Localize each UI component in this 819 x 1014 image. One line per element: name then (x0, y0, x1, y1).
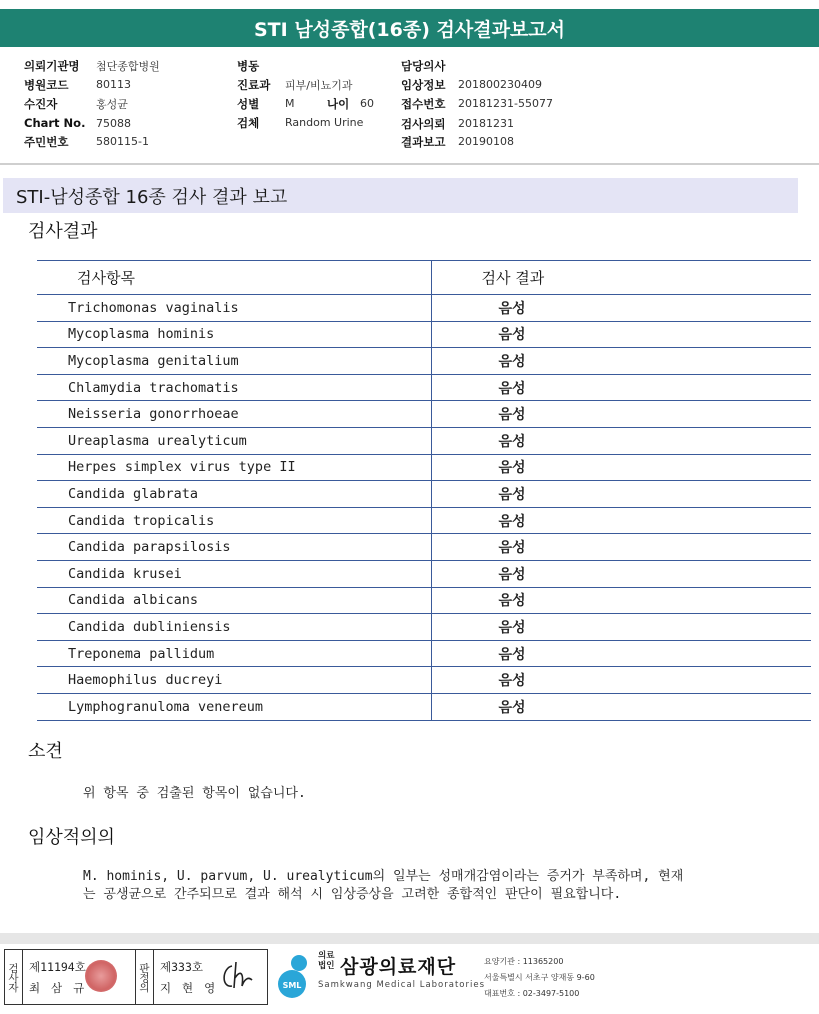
reviewer-license: 제333호 (160, 960, 203, 974)
examiner-cell (23, 950, 136, 1004)
info-value: 80113 (96, 78, 131, 91)
test-result: 음성 (431, 374, 811, 401)
reviewer-cell (154, 950, 264, 1004)
org-prefix-line2: 법인 (318, 961, 335, 971)
info-label: 나이 (327, 97, 350, 111)
info-label: 임상정보 (401, 78, 446, 92)
info-value: 20181231 (458, 117, 514, 130)
info-value: 첨단종합병원 (96, 60, 160, 73)
table-row (37, 507, 811, 534)
org-address: 서울특별시 서초구 양재동 9-60 (484, 973, 595, 982)
clinical-heading: 임상적의의 (28, 827, 115, 848)
info-value: 피부/비뇨기과 (285, 79, 353, 92)
test-result: 음성 (431, 401, 811, 428)
info-value: 75088 (96, 117, 131, 130)
org-prefix-line1: 의료 (318, 951, 335, 961)
findings-heading: 소견 (28, 741, 63, 762)
signature-box (4, 949, 268, 1005)
test-name: Mycoplasma genitalium (37, 348, 431, 375)
info-value: 20190108 (458, 135, 514, 148)
examiner-license: 제11194호 (29, 960, 86, 974)
col-header-item: 검사항목 (37, 261, 431, 295)
test-name: Herpes simplex virus type II (37, 454, 431, 481)
seal-stamp-icon (85, 960, 117, 992)
info-label: 수진자 (24, 97, 58, 111)
signature-icon (218, 958, 258, 994)
table-row (37, 614, 811, 641)
info-label: 병원코드 (24, 78, 69, 92)
info-value: 20181231-55077 (458, 97, 553, 110)
test-result: 음성 (431, 295, 811, 322)
test-name: Candida dubliniensis (37, 614, 431, 641)
table-row (37, 295, 811, 322)
footer-divider (0, 933, 819, 944)
info-label: 주민번호 (24, 135, 69, 149)
org-english-name: Samkwang Medical Laboratories (318, 980, 486, 990)
test-name: Candida parapsilosis (37, 534, 431, 561)
table-row (37, 693, 811, 720)
test-name: Candida krusei (37, 560, 431, 587)
info-label: 병동 (237, 59, 260, 73)
table-row (37, 560, 811, 587)
info-label: 검체 (237, 116, 260, 130)
info-label: 진료과 (237, 78, 271, 92)
table-row (37, 454, 811, 481)
info-label: Chart No. (24, 116, 86, 130)
test-result: 음성 (431, 427, 811, 454)
divider (0, 163, 819, 165)
info-value: 201800230409 (458, 78, 542, 91)
info-value: M (285, 97, 295, 110)
table-row (37, 427, 811, 454)
test-result: 음성 (431, 321, 811, 348)
table-row (37, 534, 811, 561)
info-value: 홍성균 (96, 98, 128, 111)
clinical-text-line2: 는 공생균으로 간주되므로 결과 해석 시 임상증상을 고려한 종합적인 판단이 필요합니다. (83, 887, 622, 902)
test-result: 음성 (431, 640, 811, 667)
test-name: Trichomonas vaginalis (37, 295, 431, 322)
test-name: Treponema pallidum (37, 640, 431, 667)
test-name: Candida tropicalis (37, 507, 431, 534)
test-result: 음성 (431, 587, 811, 614)
table-row (37, 401, 811, 428)
examiner-name: 최 삼 규 (29, 981, 87, 995)
clinical-text-line1: M. hominis, U. parvum, U. urealyticum의 일부는 성매개감염이라는 증거가 부족하며, 현재 (83, 869, 684, 884)
info-label: 검사의뢰 (401, 117, 446, 131)
info-value: Random Urine (285, 116, 364, 129)
info-label: 성별 (237, 97, 260, 111)
test-result: 음성 (431, 507, 811, 534)
table-row (37, 321, 811, 348)
reviewer-label: 판정의 (136, 950, 154, 1004)
info-label: 결과보고 (401, 135, 446, 149)
table-row (37, 374, 811, 401)
test-name: Neisseria gonorrhoeae (37, 401, 431, 428)
test-name: Candida glabrata (37, 481, 431, 508)
test-name: Candida albicans (37, 587, 431, 614)
org-phone: 대표번호 : 02-3497-5100 (484, 989, 580, 998)
test-result: 음성 (431, 481, 811, 508)
test-result: 음성 (431, 693, 811, 720)
org-name: 삼광의료재단 (340, 956, 457, 978)
test-result: 음성 (431, 614, 811, 641)
org-prefix (318, 951, 334, 971)
info-value: 60 (360, 97, 374, 110)
col-header-result: 검사 결과 (431, 261, 811, 295)
section-title: STI-남성종합 16종 검사 결과 보고 (3, 178, 798, 213)
test-result: 음성 (431, 667, 811, 694)
test-name: Ureaplasma urealyticum (37, 427, 431, 454)
test-name: Chlamydia trachomatis (37, 374, 431, 401)
table-row (37, 348, 811, 375)
results-heading: 검사결과 (28, 221, 98, 242)
test-result: 음성 (431, 348, 811, 375)
patient-info (0, 55, 819, 155)
org-code: 요양기관 : 11365200 (484, 957, 564, 966)
info-label: 의뢰기관명 (24, 59, 80, 73)
report-title: STI 남성종합(16종) 검사결과보고서 (0, 9, 819, 47)
sml-logo-icon (272, 952, 316, 1000)
org-contact (484, 954, 595, 1002)
test-name: Lymphogranuloma venereum (37, 693, 431, 720)
reviewer-name: 지 현 영 (160, 981, 218, 995)
table-row (37, 481, 811, 508)
info-label: 접수번호 (401, 97, 446, 111)
test-result: 음성 (431, 454, 811, 481)
test-result: 음성 (431, 560, 811, 587)
info-value: 580115-1 (96, 135, 149, 148)
table-row (37, 640, 811, 667)
info-label: 담당의사 (401, 59, 446, 73)
table-row (37, 667, 811, 694)
test-name: Haemophilus ducreyi (37, 667, 431, 694)
findings-text: 위 항목 중 검출된 항목이 없습니다. (83, 786, 306, 801)
logo-text: SML (282, 981, 302, 990)
examiner-label: 검사자 (5, 950, 23, 1004)
table-row (37, 587, 811, 614)
results-table (37, 260, 811, 721)
test-name: Mycoplasma hominis (37, 321, 431, 348)
test-result: 음성 (431, 534, 811, 561)
